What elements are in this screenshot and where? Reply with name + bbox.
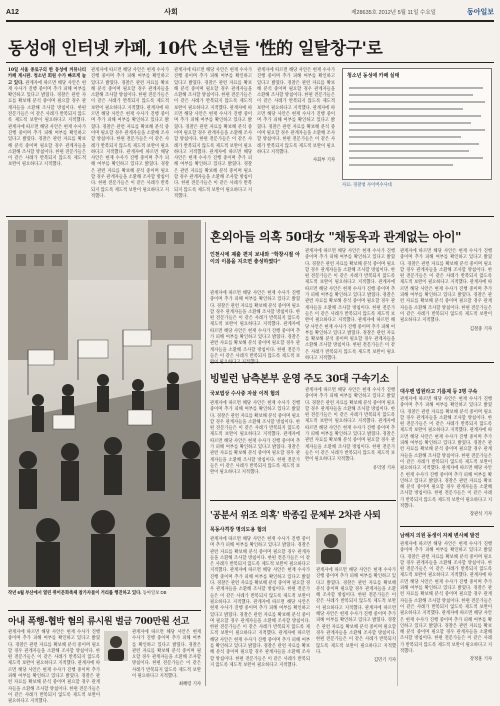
crowd-parade-photo [8,220,201,587]
side-box-note-text: 자료: 경찰청 사이버수사대 [342,183,392,188]
page-number: A12 [6,8,19,16]
filler-text: 관계자에 따르면 해당 사안은 현재 수사가 진행 중이며 추가 피해 여부를 확인하고 있다고 밝혔다. 경찰은 관련 자료를 확보해 분석 중이며 필요할 경우 관계자들을 소환해 조사할 방침이다. 한편 전문가들은 이 같은 사례가 반복되지 않도록 제도적 보완이 필요하다고 지적했다. [8,80,86,124]
story-d-headline: '공분서 위조 의혹' 박종길 문체부 2차관 사퇴 [210,511,381,521]
newspaper-name: 동아일보 [466,9,494,16]
filler-text: 관계자에 따르면 해당 사안은 현재 수사가 진행 중이며 추가 피해 여부를 확인하고 있다고 밝혔다. 경찰은 관련 자료를 확보해 분석 중이며 필요할 경우 관계자들을 소환해 조사할 방침이다. 한편 전문가들은 이 같은 사례가 반복되지 않도록 제도적 보완이 필요하다고 지적했다. [305,419,395,463]
side-box-lines [343,82,491,172]
filler-text: 관계자에 따르면 해당 사안은 현재 수사가 진행 중이며 추가 피해 여부를 확인하고 있다고 밝혔다. 경찰은 관련 자료를 확보해 분석 중이며 필요할 경우 관계자들을 소환해 조사할 방침이다. 한편 전문가들은 이 같은 사례가 반복되지 않도록 제도적 보 [210,322,300,359]
story-a-col-1 [210,291,300,357]
side-info-box [342,68,492,180]
issue-info: 제28635호 2012년 5월 11일 수요일 [351,10,436,16]
filler-text: 관계자에 따르면 해당 사안은 현재 수사가 진행 중이며 추가 피해 여부를 확인하고 있다고 밝혔다. 경찰은 관련 자료를 확보해 분석 중이며 필요할 경우 관계자들을 소환해 조사할 방침이다. 한편 전문가들은 이 같은 사례가 반복되지 않도록 제도적 보완이 필요하다고 지적했다. [305,318,395,362]
column-divider [397,366,398,686]
side-box-note [342,183,492,211]
filler-text: 관계자에 따르면 해당 사안은 현재 수사가 진행 중이며 추가 피해 여부를 확인하고 있다고 밝혔다. 경찰은 관련 자료를 확보해 분석 중이며 필요할 경우 관계자들을 소환해 조사할 방침이다. 한편 전문가들은 이 같은 사례가 반복되지 않도록 제도적 보완이 필요하다고 지적했다. [132,630,201,680]
filler-text: 관계자에 따르면 해당 사안은 현재 수사가 진행 중이며 추가 피해 여부를 확인하고 있다고 밝혔다. 경찰은 관련 자료를 확보해 분석 중이며 필요할 경우 관계자들을 소환해 조사할 방침이다. 한편 전문가들은 이 같은 사례가 반복되지 않도록 제도적 보완이 필요하다고 지적했다. [8,630,100,667]
story-d-col-2 [316,568,396,684]
filler-text: 관계자에 따르면 해당 사안은 현재 수사가 진행 중이며 추가 피해 여부를 확인하고 있다고 밝혔다. 경찰은 관련 자료를 확보해 분석 중이며 필요할 경우 관계자들을 소환해 조사할 방침이다. 한편 전문가들은 이 같은 사례가 반복되지 않도록 제도적 보완이 필요하다고 지적했다. [210,599,310,637]
story-c-headline: 아내 폭행-협박 혐의 류시원 벌금 700만원 선고 [8,617,190,627]
main-lede: 10일 서울 종로구의 한 동성애 커뮤니티 카페 게시판. 청소년 회원 수가 빠르게 늘고 있다. [8,68,86,86]
filler-text: 관계자에 따르면 해당 사안은 현재 수사가 진행 중이며 추가 피해 여부를 확인하고 있다고 밝혔다. 경찰은 관련 자료를 확보해 분석 중이며 필요할 경우 관계자들을 소환해 조사할 방침이다. 한편 전문가들은 이 같은 사례가 반복되지 않도록 제도적 보완이 필요하다고 지적했다. [305,280,395,324]
filler-text: 관계자에 따르면 해당 사안은 현재 수사가 진행 중이며 추가 피해 여부를 확인하고 있다고 밝혔다. 경찰은 관련 자료를 확보해 분석 중이며 필요할 경우 관계자들을 소환해 조사할 방침이다. 한편 전문가들은 이 같은 사례가 반복되지 않도록 제도적 보완이 필요하다고 지적했다. [174,149,253,199]
side-box-title: 청소년 동성애 카페 실태 [347,73,400,79]
story-e-headline: 대우맨 법원라고 기름제 등 3명 구속 [400,389,478,395]
filler-text: 관계자에 따르면 해당 사안은 현재 수사가 진행 중이며 추가 피해 여부를 확인하고 있다고 밝혔다. 경찰은 관련 자료를 확보해 분석 중이며 필요할 경우 관계자들을 소환해 조사할 방침이다. 한편 전문가들은 이 같은 사례가 반복되지 않도록 제도적 보완이 필요하다고 지적했다. [305,388,395,425]
filler-text: 관계자에 따르면 해당 사안은 현재 수사가 진행 중이며 추가 피해 여부를 확인하고 있다고 밝혔다. 경찰은 관련 자료를 확보해 분석 중이며 필요할 경우 관계자들을 소환해 조사할 방침이다. 한편 전문가들은 이 같은 사례가 반복되지 않도록 제도적 보완이 필요하다고 지적했다. [400,573,492,617]
story-a-col-2 [305,249,395,362]
story-b-col-1 [210,388,300,496]
photo-caption [8,590,201,596]
column-divider [205,222,206,686]
section-rule [6,216,494,217]
story-d-byline: 김민기 기자 [373,658,396,664]
filler-text: 관계자에 따르면 해당 사안은 현재 수사가 진행 중이며 추가 피해 여부를 확인하고 있다고 밝혔다. 경찰은 관련 자료를 확보해 분석 중이며 필요할 경우 관계자들을 소환해 조사할 방침이다. 한편 전문가들은 이 같은 사례가 반복되지 않도록 제도적 보완이 필요하다고 지적했다. [316,568,396,611]
story-a-deck-box [210,249,300,291]
filler-text: 관계자에 따르면 해당 사안은 현재 수사가 진행 중이며 추가 피해 여부를 확인하고 있다고 밝혔다. 경찰은 관련 자료를 확보해 분석 중이며 필요할 경우 관계자들을 소환해 조사할 방침이다. 한편 전문가들은 이 같은 사례가 반복되지 않도록 제도적 보완이 필요하다고 지적했다. [305,249,395,286]
story-a-headline: 혼외아들 의혹 50대女 "채동욱과 관계없는 아이" [210,230,462,244]
filler-text: 관계자에 따르면 해당 사안은 현재 수사가 진행 중이며 추가 피해 여부를 확인하고 있다고 밝혔다. 경찰은 관련 자료를 확보해 분석 중이며 필요할 경우 관계자들을 소환해 조사할 방침이다. 한편 전문가들은 이 같은 사례가 반복되지 않도록 제도적 보완이 필요하다고 지적했다. [400,428,492,472]
story-a-byline: 김철중 기자 [469,326,492,332]
filler-text: 관계자에 따르면 해당 사안은 현재 수사가 진행 중이며 추가 피해 여부를 확인하고 있다고 밝혔다. 경찰은 관련 자료를 확보해 분석 중이며 필요할 경우 관계자들을 소환해 조사할 방침이다. 한편 전문가들은 이 같은 사례가 반복되지 않도록 제도적 보완이 필요하다고 지적했다. [174,105,252,155]
filler-text: 관계자에 따르면 해당 사안은 현재 수사가 진행 중이며 추가 피해 여부를 확인하고 있다고 밝혔다. 경찰은 관련 자료를 확보해 분석 중이며 필요할 경우 관계자들을 소환해 조사할 방침이다. 한편 전문가들은 이 같은 사례가 반복되지 않도록 제도적 보완이 필요하다고 지적했다. [210,568,310,605]
filler-text: 관계자에 따르면 해당 사안은 현재 수사가 진행 중이며 추가 피해 여부를 확인하고 있다고 밝혔다. 경찰은 관련 자료를 확보해 분석 중이며 필요할 경우 관계자들을 소환해 조사할 방침이다. 한편 전문가들은 이 같은 사례가 반복되지 않도록 제도적 보완이 필요하다고 지적했다. [400,466,492,510]
story-b-rule [210,500,396,501]
story-b-deck: 국보법상 수사중 자살 이적 혐의 [210,391,280,397]
story-c-col-1 [8,630,100,705]
story-c-byline: 최혜령 기자 [178,682,201,688]
story-e-rule [400,526,494,527]
official-portrait [316,528,346,564]
filler-text: 관계자에 따르면 해당 사안은 현재 수사가 진행 중이며 추가 피해 여부를 확인하고 있다고 밝혔다. 경찰은 관련 자료를 확보해 분석 중이며 필요할 경우 관계자들을 소환해 조사할 방침이다. 한편 전문가들은 이 같은 사례가 반복되지 않도록 제도적 보완이 필요하다고 지적했다. [91,105,169,155]
story-b-headline: 빙빌런 남측본부 운영 주도 30대 구속기소 [210,374,389,385]
story-f-byline: 강정훈 기자 [469,657,492,663]
story-e-byline: 장관석 기자 [469,512,492,518]
main-story-col-3 [174,68,252,214]
filler-text: 관계자에 따르면 해당 사안은 현재 수사가 진행 중이며 추가 피해 여부를 확인하고 있다고 밝혔다. 경찰은 관련 자료를 확보해 분석 중이며 필요할 경우 관계자들을 소환해 조사할 방침이다. 한편 전문가들은 이 같은 사례가 반복되지 않도록 제도적 보완이 필요하다고 지적했다. [210,432,300,476]
celebrity-portrait [104,631,128,661]
filler-text: 관계자에 따르면 해당 사안은 현재 수사가 진행 중이며 추가 피해 여부를 확인하고 있다고 밝혔다. 경찰은 관련 자료를 확보해 분석 중이며 필요할 경우 관계자들을 소환해 조사할 방침이다. 한편 전문가들은 이 같은 사례가 반복되지 않도록 제도적 보완이 필요하다고 지적했다. [8,661,100,705]
story-b-col-2 [305,388,395,496]
story-a-deck: 인천시에 제출 편지 보내와 "학창시절 아이의 이름을 지으면 충성하였다" [210,252,300,265]
filler-text: 관계자에 따르면 해당 사안은 현재 수사가 진행 중이며 추가 피해 여부를 확인하고 있다고 밝혔다. 경찰은 관련 자료를 확보해 분석 중이며 필요할 경우 관계자들을 소환해 조사할 방침이다. 한편 전문가들은 이 같은 사례가 반복되지 않도록 제도적 보완이 필요하다고 지적했다. [8,124,86,168]
filler-text: 관계자에 따르면 해당 사안은 현재 수사가 진행 중이며 추가 피해 여부를 확인하고 있다고 밝혔다. 경찰은 관련 자료를 확보해 분석 중이며 필요할 경우 관계자들을 소환해 조사할 방침이다. 한편 전문가들은 이 같은 사례가 반복되지 않도록 제도적 보완이 필요하다고 지적했다. [174,68,252,111]
filler-text: 관계자에 따르면 해당 사안은 현재 수사가 진행 중이며 추가 피해 여부를 확인하고 있다고 밝혔다. 경찰은 관련 자료를 확보해 분석 중이며 필요할 경우 관계자들을 소환해 조사할 방침이다. 한편 전문가들은 이 같은 사례가 반복되지 않도록 제도적 보완이 필요하다고 지적했다. [257,105,335,155]
filler-text: 관계자에 따르면 해당 사안은 현재 수사가 진행 중이며 추가 피해 여부를 확인하고 있다고 밝혔다. 경찰은 관련 자료를 확보해 분석 중이며 필요할 경우 관계자들을 소환해 조사할 방침이다. 한편 전문가들은 이 같은 사례가 반복되지 않도록 제도적 보완이 필요하다고 지적했다. [210,631,311,668]
filler-text: 관계자에 따르면 해당 사안은 현재 수사가 진행 중이며 추가 피해 여부를 확인하고 있다고 밝혔다. 경찰은 관련 자료를 확보해 분석 중이며 필요할 경우 관계자들을 소환해 조사할 방침이다. 한편 전문가들은 이 같은 사례가 반복되지 않도록 제도적 보완이 필요하다고 지적했다. [210,291,300,328]
story-c-col-2 [132,630,201,686]
section-name: 사회 [164,9,178,16]
filler-text: 관계자에 따르면 해당 사안은 현재 수사가 진행 중이며 추가 피해 여부를 확인하고 있다고 밝혔다. 경찰은 관련 자료를 확보해 분석 중이며 필요할 경우 관계자들을 소환해 조사할 방침이다. 한편 전문가들은 이 같은 사례가 반복되지 않도록 제도적 보완이 필요하다고 지적했다. [91,149,170,199]
filler-text: 관계자에 따르면 해당 사안은 현재 수사가 진행 중이며 추가 피해 여부를 확인하고 있다고 밝혔다. 경찰은 관련 자료를 확보해 분석 중이며 필요할 경우 관계자들을 소환해 조사할 방침이다. 한편 전문가들은 이 같은 사례가 반복되지 않도록 제도적 보완이 필요하다고 지적했다. [400,249,492,286]
main-story-col-2 [91,68,169,214]
filler-text: 관계자에 따르면 해당 사안은 현재 수사가 진행 중이며 추가 피해 여부를 확인하고 있다고 밝혔다. 경찰은 관련 자료를 확보해 분석 중이며 필요할 경우 관계자들을 소환해 조사할 방침이다. 한편 전문가들은 이 같은 사례가 반복되지 않도록 제도적 보완이 필요하다고 지적했다. [91,68,169,111]
story-f-headline: 남해지 의원 동생이 자체 변사체 발견 [400,533,480,539]
header-rule [6,20,494,22]
headline-rule [6,62,494,63]
main-story-col-1 [8,68,86,214]
photo-caption-text: 작년 6월 부산에서 열린 퀴어문화축제 참가자들이 거리를 행진하고 있다. [8,590,142,595]
masthead [6,6,494,18]
filler-text: 관계자에 따르면 해당 사안은 현재 수사가 진행 중이며 추가 피해 여부를 확인하고 있다고 밝혔다. 경찰은 관련 자료를 확보해 분석 중이며 필요할 경우 관계자들을 소환해 조사할 방침이다. 한편 전문가들은 이 같은 사례가 반복되지 않도록 제도적 보완이 필요하다고 지적했다. [400,542,492,579]
filler-text: 관계자에 따르면 해당 사안은 현재 수사가 진행 중이며 추가 피해 여부를 확인하고 있다고 밝혔다. 경찰은 관련 자료를 확보해 분석 중이며 필요할 경우 관계자들을 소환해 조사할 방침이다. 한편 전문가들은 이 같은 사례가 반복되지 않도록 제도적 보완이 필요하다고 지적했다. [316,605,396,655]
story-a-rule [210,362,494,363]
story-e-body [400,397,492,521]
story-d-col-1 [210,524,310,684]
story-a-col-3 [400,249,492,357]
filler-text: 관계자에 따르면 해당 사안은 현재 수사가 진행 중이며 추가 피해 여부를 확인하고 있다고 밝혔다. 경찰은 관련 자료를 확보해 분석 중이며 필요할 경우 관계자들을 소환해 조사할 방침이다. 한편 전문가들은 이 같은 사례가 반복되지 않도록 제도적 보완이 필요하다고 지적했다. [400,397,492,434]
story-b-byline: 유덕영 기자 [372,465,395,471]
filler-text: 관계자에 따르면 해당 사안은 현재 수사가 진행 중이며 추가 피해 여부를 확인하고 있다고 밝혔다. 경찰은 관련 자료를 확보해 분석 중이며 필요할 경우 관계자들을 소환해 조사할 방침이다. 한편 전문가들은 이 같은 사례가 반복되지 않도록 제도적 보완이 필요하다고 지적했다. [400,611,492,655]
main-story-col-4 [257,68,335,214]
filler-text: 관계자에 따르면 해당 사안은 현재 수사가 진행 중이며 추가 피해 여부를 확인하고 있다고 밝혔다. 경찰은 관련 자료를 확보해 분석 중이며 필요할 경우 관계자들을 소환해 조사할 방침이다. 한편 전문가들은 이 같은 사례가 반복되지 않도록 제도적 보완이 필요하다고 지적했다. [400,280,492,324]
filler-text: 관계자에 따르면 해당 사안은 현재 수사가 진행 중이며 추가 피해 여부를 확인하고 있다고 밝혔다. 경찰은 관련 자료를 확보해 분석 중이며 필요할 경우 관계자들을 소환해 조사할 방침이다. 한편 전문가들은 이 같은 사례가 반복되지 않도록 제도적 보완이 필요하다고 지적했다. [210,401,300,438]
filler-text: 관계자에 따르면 해당 사안은 현재 수사가 진행 중이며 추가 피해 여부를 확인하고 있다고 밝혔다. 경찰은 관련 자료를 확보해 분석 중이며 필요할 경우 관계자들을 소환해 조사할 방침이다. 한편 전문가들은 이 같은 사례가 반복되지 않도록 제도적 보완이 필요하다고 지적했다. [257,68,335,111]
filler-text: 관계자에 따르면 해당 사안은 현재 수사가 진행 중이며 추가 피해 여부를 확인하고 있다고 밝혔다. 경찰은 관련 자료를 확보해 분석 중이며 필요할 경우 관계자들을 소환해 조사할 방침이다. 한편 전문가들은 이 같은 사례가 반복되지 않도록 제도적 보완이 필요하다고 지적했다. [210,537,310,574]
story-d-deck: 목동사격장 명의도용 혐의 [210,527,267,533]
main-headline: 동성애 인터넷 카페, 10代 소년들 '性的 일탈창구'로 [8,39,383,59]
photo-credit: 동아일보 DB [142,590,167,595]
story-f-body [400,542,492,684]
story-c-rule [8,610,201,611]
main-byline: 사회부 기자 [312,158,335,164]
